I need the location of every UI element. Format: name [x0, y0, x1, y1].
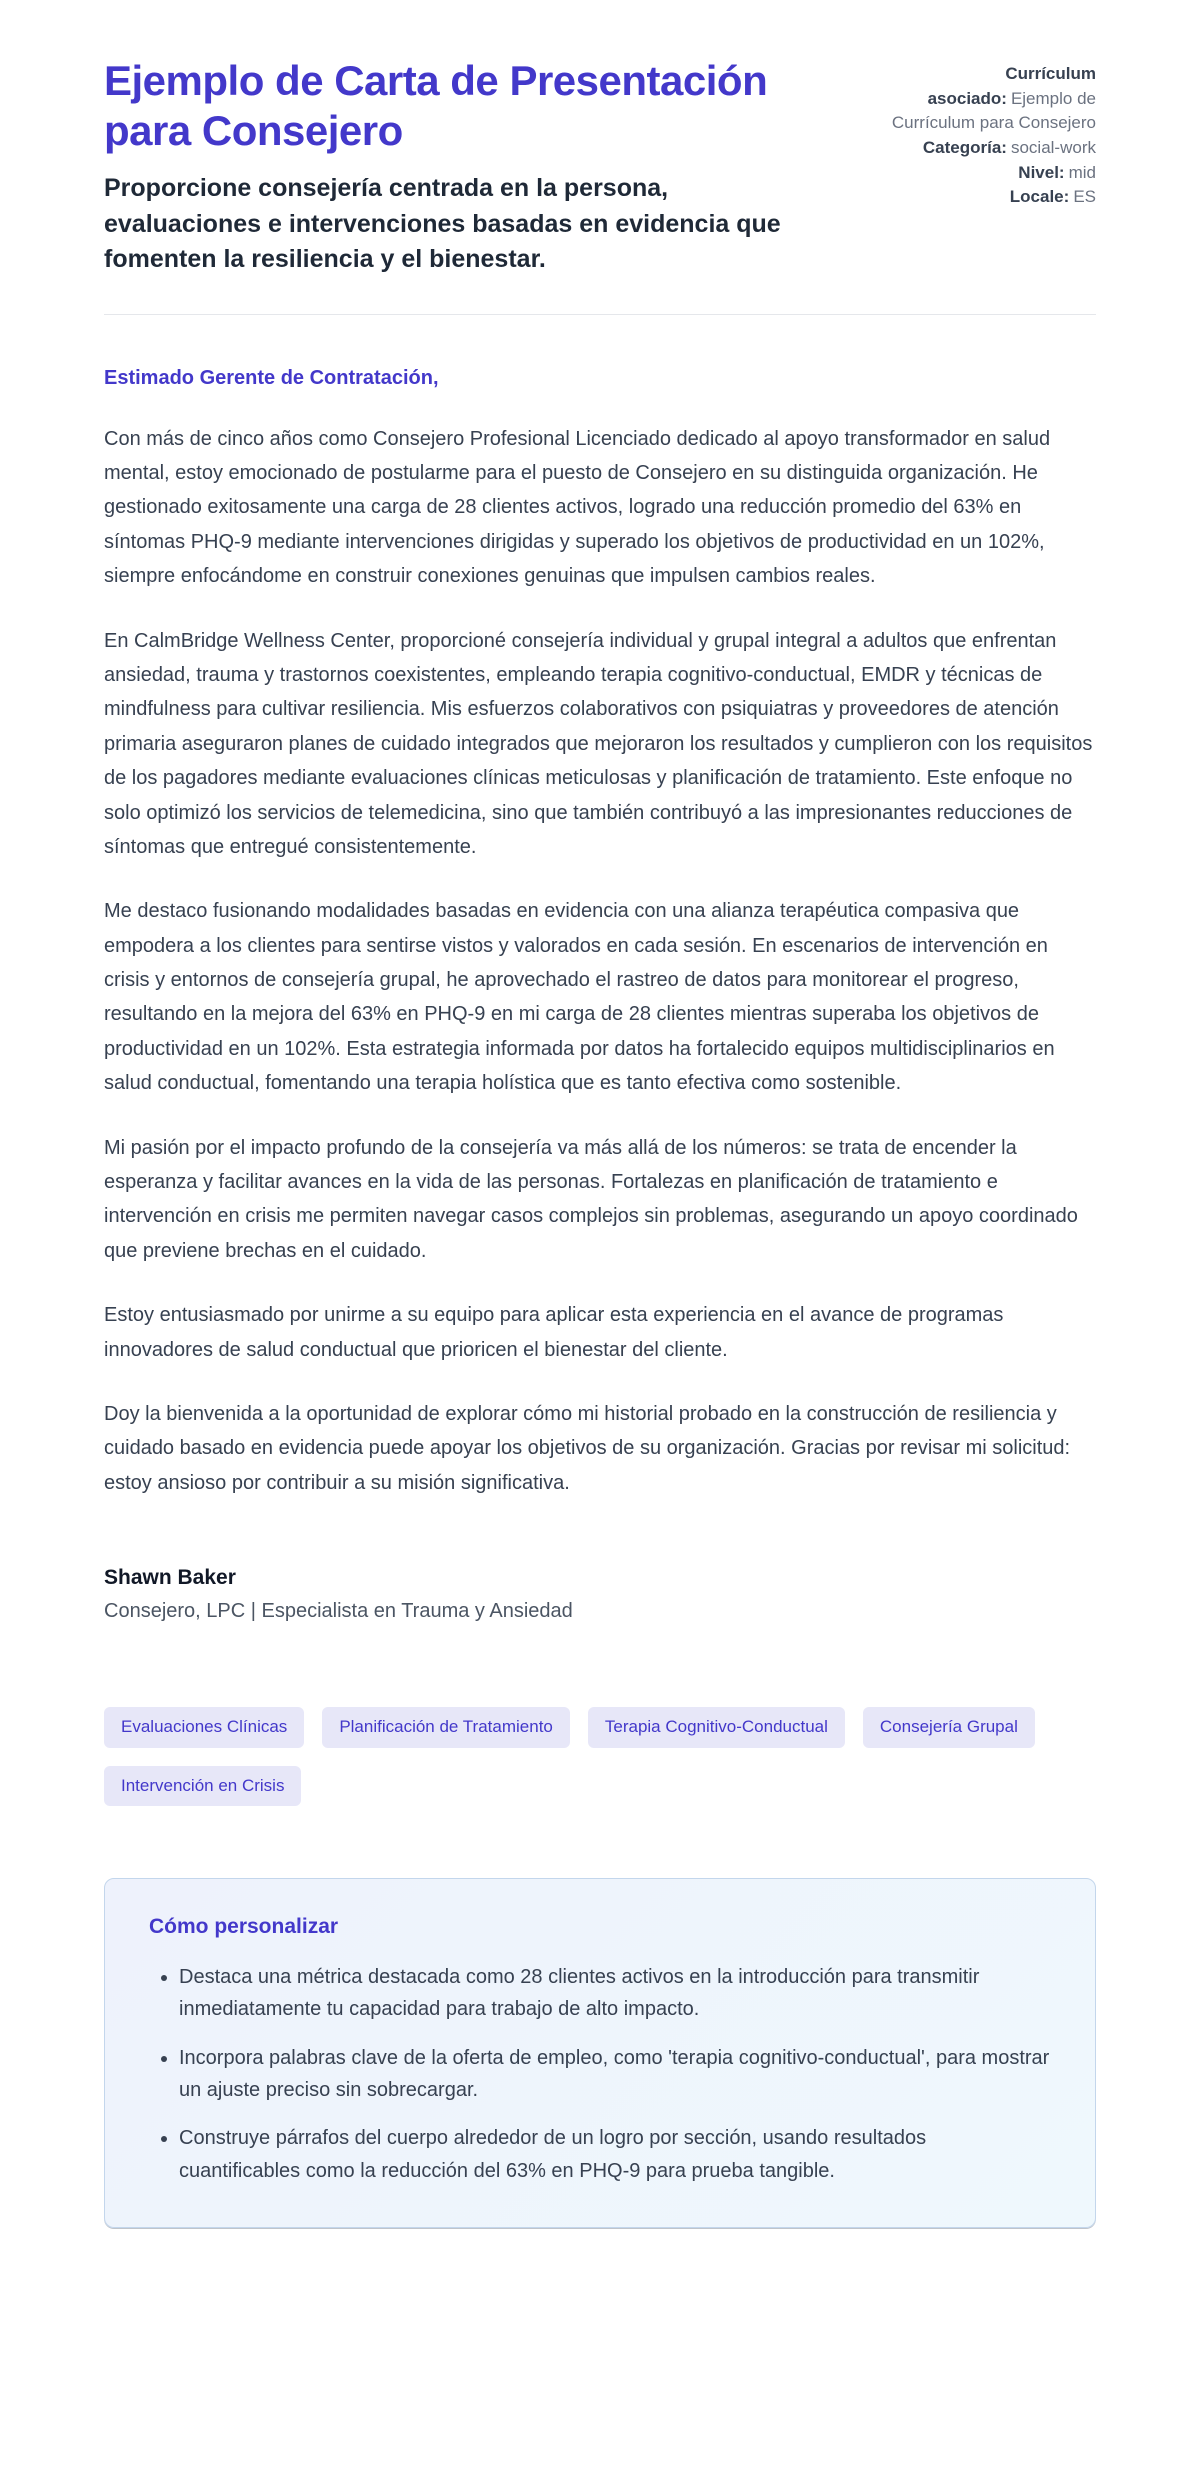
page-subtitle: Proporcione consejería centrada en la persona, evaluaciones e intervenciones basadas en evidencia que fomenten la resiliencia y el bienestar.: [104, 174, 781, 274]
meta-locale: [886, 185, 1096, 210]
letter-paragraph-1: Con más de cinco años como Consejero Profesional Licenciado dedicado al apoyo transformador en salud mental, estoy emocionado de postularme para el puesto de Consejero en su distinguida organización. He gestionado exitosamente una carga de 28 clientes activos, logrado una reducción promedio del 63% en síntomas PHQ-9 mediante intervenciones dirigidas y superado los objetivos de productividad en un 102%, siempre enfocándome en construir conexiones genuinas que impulsen cambios reales.: [104, 427, 1051, 588]
meta-category: [886, 136, 1096, 161]
tip-item-1: • Destaca una métrica destacada como 28 clientes activos en la introducción para transmitir inmediatamente tu capacidad para trabajo de alto impacto.: [179, 1961, 1051, 2026]
letter-paragraph-3: Me destaco fusionando modalidades basadas en evidencia con una alianza terapéutica compasiva que empodera a los clientes para sentirse vistos y valorados en cada sesión. En escenarios de intervención en crisis y entornos de consejería grupal, he aprovechado el rastreo de datos para monitorear el progreso, resultando en la mejora del 63% en PHQ-9 en mi carga de 28 clientes mientras superaba los objetivos de productividad en un 102%. Esta estrategia informada por datos ha fortalecido equipos multidisciplinarios en salud conductual, fomentando una terapia holística que es tanto efectiva como sostenible.: [104, 900, 1055, 1095]
skill-tags: [104, 1707, 1096, 1806]
meta-label-locale: Locale:: [1009, 187, 1070, 207]
meta-value-locale: ES: [1073, 187, 1096, 207]
meta-label-level: Nivel:: [1018, 162, 1065, 182]
meta-value-category: social-work: [1010, 137, 1096, 157]
document-header: [104, 56, 1096, 278]
tag-intervencion-crisis[interactable]: Intervención en Crisis: [104, 1766, 301, 1806]
letter-paragraph-6: Doy la bienvenida a la oportunidad de explorar cómo mi historial probado en la construcción de resiliencia y cuidado basado en evidencia puede apoyar los objetivos de su organización. Gracias por revisar mi solicitud: estoy ansioso por contribuir a su misión significativa.: [104, 1402, 1071, 1494]
customization-tips-box: [104, 1878, 1096, 2228]
meta-associated-resume: [886, 62, 1096, 136]
letter-paragraph-5: Estoy entusiasmado por unirme a su equipo para aplicar esta experiencia en el avance de programas innovadores de salud conductual que prioricen el bienestar del cliente.: [104, 1304, 1004, 1361]
tips-list: [149, 1961, 1051, 2187]
meta-label-category: Categoría:: [922, 137, 1007, 157]
tip-item-3: • Construye párrafos del cuerpo alrededor de un logro por sección, usando resultados cuantificables como la reducción del 63% en PHQ-9 para prueba tangible.: [179, 2122, 1051, 2187]
tip-item-2: • Incorpora palabras clave de la oferta de empleo, como 'terapia cognitivo-conductual', para mostrar un ajuste preciso sin sobrecargar.: [179, 2042, 1051, 2107]
header-title-block: [104, 56, 784, 278]
tag-terapia-cognitivo-conductual[interactable]: Terapia Cognitivo-Conductual: [588, 1707, 845, 1747]
signature-name: Shawn Baker: [104, 1566, 236, 1590]
meta-level: [886, 161, 1096, 186]
tag-evaluaciones-clinicas[interactable]: Evaluaciones Clínicas: [104, 1707, 304, 1747]
page-title: Ejemplo de Carta de Presentación para Consejero: [104, 57, 768, 154]
tag-consejeria-grupal[interactable]: Consejería Grupal: [863, 1707, 1035, 1747]
meta-value-level: mid: [1068, 162, 1096, 182]
letter-paragraph-4: Mi pasión por el impacto profundo de la consejería va más allá de los números: se trata de encender la esperanza y facilitar avances en la vida de las personas. Fortalezas en planificación de tratamiento e intervención en crisis me permiten navegar casos complejos sin problemas, asegurando un apoyo coordinado que previene brechas en el cuidado.: [104, 1136, 1078, 1262]
letter-greeting: Estimado Gerente de Contratación,: [104, 366, 439, 389]
letter-paragraph-2: En CalmBridge Wellness Center, proporcioné consejería individual y grupal integral a adultos que enfrentan ansiedad, trauma y trastornos coexistentes, empleando terapia cognitivo-conductual, EMDR y técnicas de mindfulness para cultivar resiliencia. Mis esfuerzos colaborativos con psiquiatras y proveedores de atención primaria aseguraron planes de cuidado integrados que mejoraron los resultados y cumplieron con los requisitos de los pagadores mediante evaluaciones clínicas meticulosas y planificación de tratamiento. Este enfoque no solo optimizó los servicios de telemedicina, sino que también contribuyó a las impresionantes reducciones de síntomas que entregué consistentemente.: [104, 629, 1093, 858]
tag-planificacion-tratamiento[interactable]: Planificación de Tratamiento: [322, 1707, 570, 1747]
tips-heading: Cómo personalizar: [149, 1914, 339, 1938]
signature-title: Consejero, LPC | Especialista en Trauma y Ansiedad: [104, 1600, 573, 1623]
meta-value-associated-resume: Ejemplo de Currículum para Consejero: [891, 88, 1096, 133]
header-divider: [104, 314, 1096, 315]
meta-panel: [886, 56, 1096, 210]
meta-label-associated-resume: Currículum asociado:: [927, 64, 1096, 108]
cover-letter-body: [104, 367, 1096, 1624]
